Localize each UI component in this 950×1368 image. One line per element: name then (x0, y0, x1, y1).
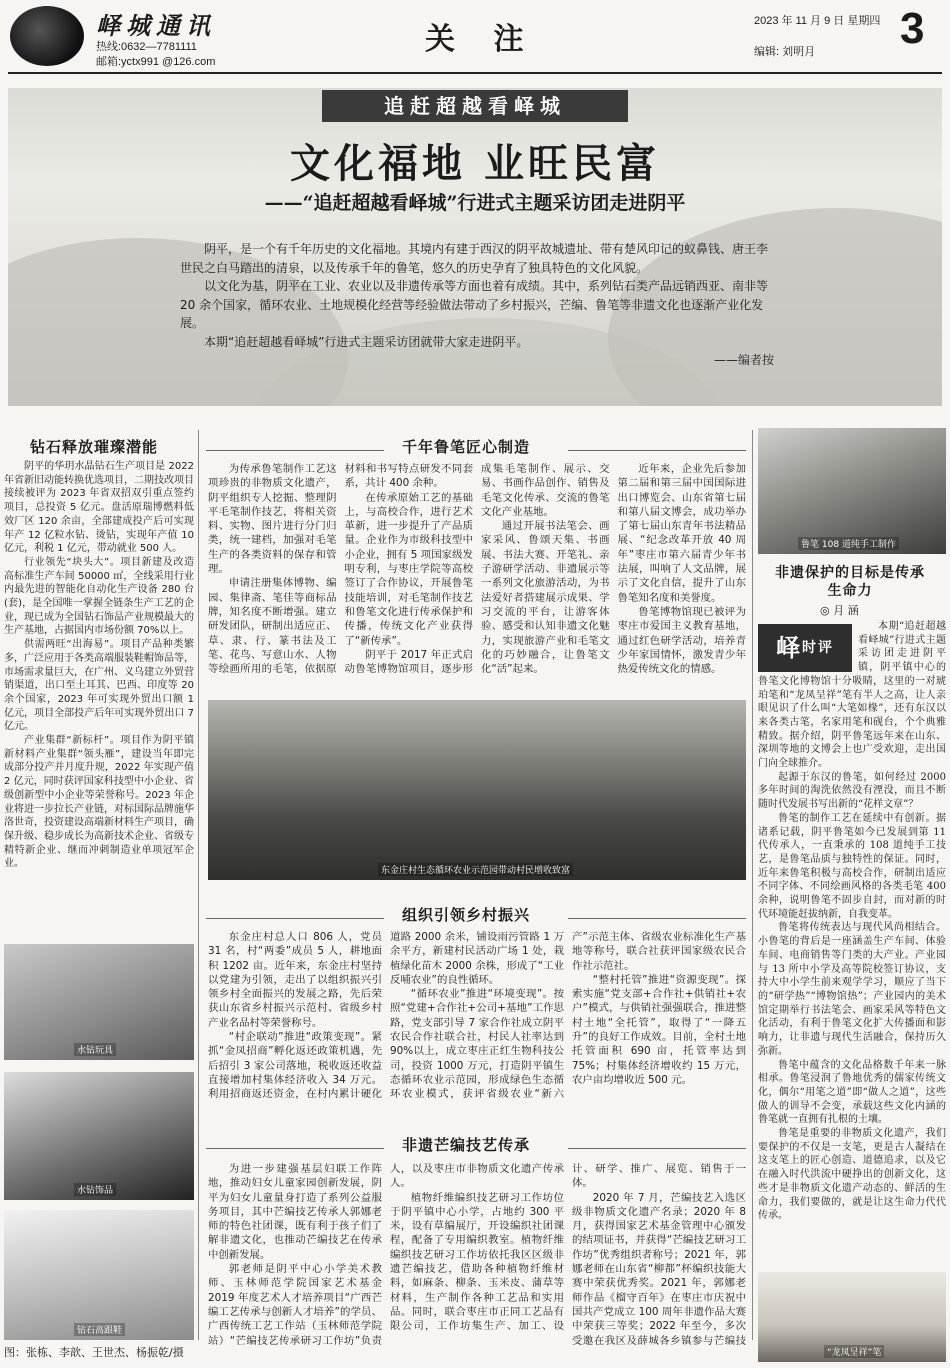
article-paragraph: “整村托管”推进“资源变现”。探索实施“党支部+合作社+供销社+农户”模式，与供销社强强联合，推进整村土地“全托管”，取得了“一降五升”的良好工作成效。目前，全村土地托管面积 690 亩，托管率达到 75%；村集体经济增收约 15 万元，农户亩均增收近 500 元。 (572, 973, 746, 1086)
issue-date: 2023 年 11 月 9 日 星期四 (754, 15, 881, 27)
article-paragraph: 鲁笔中蕴含的文化品格数千年来一脉相承。鲁笔浸润了鲁地优秀的儒家传统文化，偶尔“用笔之道”即“做人之道”，这些做人的训导不会变，承载这些文化内涵的鲁笔就一直拥有扎根的土壤。 (758, 1059, 946, 1126)
article-paragraph: 鲁笔博物馆现已被评为枣庄市爱国主义教育基地，通过红色研学活动，培养青少年家国情怀，激发青少年热爱传统文化的情感。 (617, 605, 746, 676)
article-paragraph: 为进一步建强基层妇联工作阵地，推动妇女儿童家园创新发展，阴平为妇女儿童量身打造了系列公益服务项目，其中芒编技艺传承人郭娜老师的特色社团课，既有利于孩子们了解非遗文化，也推动芒编技艺在传承中创新发展。 (208, 1163, 382, 1261)
article-paragraph: “循环农业”推进“环境变现”。按照“党建+合作社+公司+基地”工作思路，党支部引导 7 家合作社成立阴平农民合作社联合社，村民人社率达到 90%以上，成立枣庄正红生物科技公司，投资 1000 万元，打造阴平镇生态循环农业示范园，形成绿色生态循环农业模式，获评省级农业“新六产”示范主体、省级农业标准化生产基地等称号，联合社获评国家级农民合作社示范社。 (390, 931, 746, 1101)
article-diamond (4, 460, 194, 936)
photo-caption: 东金庄村生态循环农业示范园带动村民增收致富 (378, 863, 573, 876)
editor-note-paragraph: 以文化为基，阴平在工业、农业以及非遗传承等方面也着有成绩。其中，系列钻石类产品远销西亚、南非等 20 余个国家，循环农业、土地规模化经营等经验做法带动了乡村振兴，芒编、鲁笔等非遗文化也逐渐产业化发展。 (180, 279, 769, 330)
article-paragraph: 为传承鲁笔制作工艺这项珍贵的非物质文化遗产，阴平组织专人挖掘、整理阴平毛笔制作技艺，将相关资料、实物、图片进行分门归类，统一建档，加强对毛笔生产的各类资料的保存和管理。 (208, 463, 337, 576)
hotline: 热线:0632—7781111 (96, 41, 197, 53)
article-paragraph: 鲁笔是重要的非物质文化遗产，我们要保护的不仅是一支笔，更是古人凝结在这支笔上的匠心创造、道德追求，以及它在融入时代洪流中硬挣出的创新文化，这些才是非物质文化遗产动态的、鲜活的生命力，我们要做的，就是让这生命力代代传承。 (758, 1128, 946, 1222)
section-title-mango: 非遗芒编技艺传承 (402, 1136, 531, 1154)
article-paragraph: 起源于东汉的鲁笔，如何经过 2000 多年时间的淘洗依然没有湮没，而且不断随时代发展书写出新的“花样文章”？ (758, 771, 946, 811)
photo-farm (208, 700, 746, 880)
page-subtitle: ——“追赶超越看峄城”行进式主题采访团走进阴平 (264, 192, 686, 214)
article-paragraph: 植物纤维编织技艺研习工作坊位于阴平镇中心小学，占地约 300 平米，设有草编展厅，开设编织社团课程，配备了专用编织教室。植物纤维编织技艺研习工作坊依托我区区级非遗芒编技艺，借助各种植物纤维材料，如麻条、柳条、玉米皮、蒲草等材料，生产制作各种工艺品和实用品。同时，联合枣庄市正同工艺品有限公司，工作坊集生产、加工、设计、研学、推广、展览、销售于一体。 (390, 1163, 746, 1333)
commentary-title: 非遗保护的目标是传承生命力 (775, 565, 925, 599)
article-paragraph: 在传承原始工艺的基础上，与高校合作，进行艺术革新，进一步提升了产品质量。企业作为市级科技型中小企业，拥有 5 项国家级发明专利，与枣庄学院等高校签订了合作协议，开展鲁笔技能培训，对毛笔制作技艺和鲁笔文化进行传承保护和传播，传统文化产业获得了“新传承”。 (344, 491, 473, 647)
photo-dragon-brush (758, 1272, 946, 1362)
editor-name: 编辑: 刘明月 (754, 46, 816, 58)
newspaper-name: 峄城通讯 (96, 11, 216, 40)
column-separator (198, 430, 199, 1340)
photo-caption: 鲁笔 108 道纯手工制作 (798, 537, 899, 550)
section-name: 关 注 (425, 22, 538, 57)
commentary-author: ◎ 月 涵 (820, 604, 859, 617)
article-mango (208, 1162, 746, 1362)
commentary-badge-main: 峄 (776, 634, 802, 662)
title-rule (206, 1148, 384, 1149)
photo-caption: 水钻玩具 (74, 1043, 116, 1056)
title-rule (568, 918, 746, 919)
photo-crystal-ornament (4, 1072, 194, 1200)
title-rule (206, 450, 384, 451)
title-rule (568, 450, 746, 451)
article-brush (208, 462, 746, 690)
masthead-rule (8, 72, 942, 74)
photo-caption: 水钻饰品 (74, 1183, 116, 1196)
series-tag: 追赶超越看峄城 (322, 90, 628, 122)
photo-workshop (758, 428, 946, 554)
section-title-diamond: 钻石释放璀璨潜能 (30, 438, 159, 456)
article-paragraph: 申请注册集体博物、编园、集律斋、笔佳等商标品牌，知名度不断增强。建立研发团队，研制出适应正、草、隶、行、篆书法及工笔、花鸟、写意山水、人物等绘画所用的毛笔，依据原材料和书写特点研发不同套系，共计 400 余种。 (208, 463, 473, 676)
photo-caption: “龙凤呈祥”笔 (824, 1345, 884, 1358)
contact-info (96, 40, 215, 70)
article-paragraph: “村企联动”推进“政策变现”。紧抓“金凤招商”孵化返还政策机遇，先后招引 3 家公司落地，税收返还收益直接增加村集体经济收入 34 万元。利用招商返还资金，在村内累计硬化道路 2000 余米，铺设雨污管路 1 万余平方，新建村民活动广场 1 处，栽植绿化苗木 2000 余株，形成了“工业反哺农业”的良性循环。 (208, 931, 564, 1101)
photo-crystal-toy (4, 944, 194, 1060)
editor-note-paragraph: 本期“追赶超越看峄城”行进式主题采访团就带大家走进阴平。 (204, 334, 529, 349)
article-paragraph: 通过开展书法笔会、画家采风、鲁颂天集、书画展、书法大赛、开笔礼、亲子游研学活动、非遗展示等一系列文化旅游活动，为书法爱好者搭建展示成果、学习交流的平台，让游客体验、感受和认知非遗文化魅力，实现旅游产业和毛笔文化的巧妙融合，让鲁笔文化“活”起来。 (481, 520, 610, 676)
article-paragraph: 鲁笔的制作工艺在延续中有创新。据诸系记载，阴平鲁笔如今已发展到第 11 代传承人，一直秉承的 108 道纯手工技艺，是鲁笔品质与独特性的保证。同时，近年来鲁笔积极与高校合作，研制出适应不同字体、不同绘画风格的各类毛笔 400 余种，说明鲁笔不固步自封，而对新的时代环境能赶拔纳新，自我变革。 (758, 812, 946, 920)
email: 邮箱:yctx991 @126.com (96, 56, 216, 68)
editor-note-sign: ——编者按 (713, 353, 774, 367)
article-paragraph: 2020 年 7 月，芒编技艺入选区级非物质文化遗产名录；2020 年 8 月，获得国家艺术基金管理中心颁发的结项证书，并获得“芒编技艺研习工作坊”优秀组织者称号；2021 年，郭娜老师在山东省“柳都”杯编织技能大赛中荣获优秀奖。2021 年，郭娜老师作品《榴守百年》在枣庄市庆祝中国共产党成立 100 周年非遗作品大赛中荣获三等奖；2022 年至今，多次受邀在我区及薛城各乡镇参与芒编技 (572, 1191, 746, 1347)
article-paragraph: 阴平的华玥水晶钻石生产项目是 2022 年省新旧动能转换优选项目，二期技改项目接续被评为 2023 年省双招双引重点签约项目，总投资 5 亿元。盘活原瑞博燃料低效厂区 120 余亩，全部建成投产后可实现年产 12 亿粒水钻、烫钻，实现年产值 10 亿元，利税 1 亿元，带动就业 500 人。 (4, 461, 194, 555)
section-title-brush: 千年鲁笔匠心制造 (402, 438, 531, 456)
editor-note (180, 240, 774, 370)
article-paragraph: 产业集群“新标杆”。项目作为阴平镇新材料产业集群“领头雁”，建设当年即完成部分投产并月度升规，2022 年实现产值 2 亿元，同时获评国家科技型中小企业、省级创新型中小企业等荣誉称号。2023 年企业将进一步拉长产业链，对标国际品牌施华洛世奇，投资建设高端新材料生产项目，确保升级、稳步成长为高新技术企业、省级专精特新企业、继而冲刺制造业单项冠军企业。 (4, 735, 194, 870)
newspaper-emblem-icon (10, 6, 84, 66)
article-commentary (758, 620, 946, 1268)
commentary-badge-sub: 时评 (802, 640, 834, 656)
article-village (208, 930, 746, 1102)
article-paragraph: 近年来，企业先后参加第二届和第三届中国国际进出口博览会、山东省第七届和第八届文博会，成功举办了第七届山东青年书法精品展、“纪念改革开放 40 周年”枣庄市第六届青少年书法展，叫响了人文品牌，展示了文化自信，提升了山东鲁笔知名度和美誉度。 (617, 463, 746, 604)
title-rule (206, 918, 384, 919)
page-number: 3 (900, 4, 925, 53)
column-separator (752, 430, 753, 1340)
photo-crystal-shoe (4, 1210, 194, 1340)
page-title: 文化福地 业旺民富 (290, 141, 660, 187)
article-paragraph: 阴平于 2017 年正式启动鲁笔博物馆项目，逐步形成集毛笔制作、展示、交易、书画作品创作、销售及毛笔文化传承、交流的鲁笔文化产业基地。 (344, 463, 610, 676)
photo-caption: 钻石高跟鞋 (74, 1323, 125, 1336)
article-paragraph: 本期“追赶超越看峄城”行进式主题采访团走进阴平镇，阴平镇中心的鲁笔文化博物馆十分吸睛，这里的一对琥珀笔和“龙凤呈祥”笔有半人之高，让人亲眼见识了什么叫“大笔如椽”，还有东汉以来各类古笔，名家用笔和砚台，个个典雅精致。据介绍，阴平鲁笔远年来在山东、深圳等地的文博会上也广受欢迎，走出国门向全球推介。 (758, 621, 946, 770)
section-title-village: 组织引领乡村振兴 (402, 906, 531, 924)
article-paragraph: 行业领先“块头大”。项目新建及改造高标准生产车间 50000 ㎡，全线采用行业内最先进的智能化自动化生产设备 280 台(套)，是全国唯一掌握全链条生产工艺的企业，现已成为全国钻石饰品产业规模最大的生产基地，占据国内市场份额 70%以上。 (4, 556, 194, 637)
editor-note-paragraph: 阴平，是一个有千年历史的文化福地。其境内有建于西汉的阴平故城遗址、带有楚风印记的蚁鼻钱、唐王李世民之白马踏出的清泉，以及传承千年的鲁笔，悠久的历史孕育了独具特色的文化风貌。 (180, 242, 769, 275)
article-paragraph: 东金庄村总人口 806 人，党员 31 名，村“两委”成员 5 人，耕地面积 1202 亩。近年来，东金庄村坚持以党建为引领，走出了以组织振兴引领乡村全面振兴的发展之路，先后荣获山东省乡村振兴示范村、省级乡村产业名品村等荣誉称号。 (208, 931, 382, 1029)
article-paragraph: 鲁笔将传统表达与现代风尚相结合。小鲁笔的背后是一座涵盖生产车间、体验车间、电商销售等门类的大产业。产业园与 13 所中小学及高等院校签订协议，支持大中小学生前来观学学习，顺应了当下的“研学热”“博物馆热”；产业园内的美术馆定期举行书法笔会、画家采风等特色文化活动，有利于鲁笔文化扩大传播面和影响力，让非遗与现代生活融合，保持历久弥新。 (758, 922, 946, 1057)
photo-credit: 图：张栋、李歆、王世杰、杨振乾/摄 (4, 1346, 184, 1359)
title-rule (568, 1148, 746, 1149)
article-paragraph: 郭老师是阴平中心小学美术教师、玉林师范学院国家艺术基金 2019 年度艺术人才培养项目“广西芒编工艺传承与创新人才培养”的学员、广西传统工艺工作站（玉林师范学院站）“芒编技艺传承研习工作坊”负责人，以及枣庄市非物质文化遗产传承人。 (208, 1163, 564, 1347)
article-paragraph: 供需两旺“出海易”。项目产品种类繁多，广泛应用于各类高端服装鞋帽饰品等，市场需求量巨大，在广州、义乌建立外贸营销渠道，出口至土耳其、巴西、印度等 20 余个国家，2023 年可实现外贸出口额 1 亿元，项目全部投产后年可实现外贸出口 7 亿元。 (4, 639, 194, 733)
